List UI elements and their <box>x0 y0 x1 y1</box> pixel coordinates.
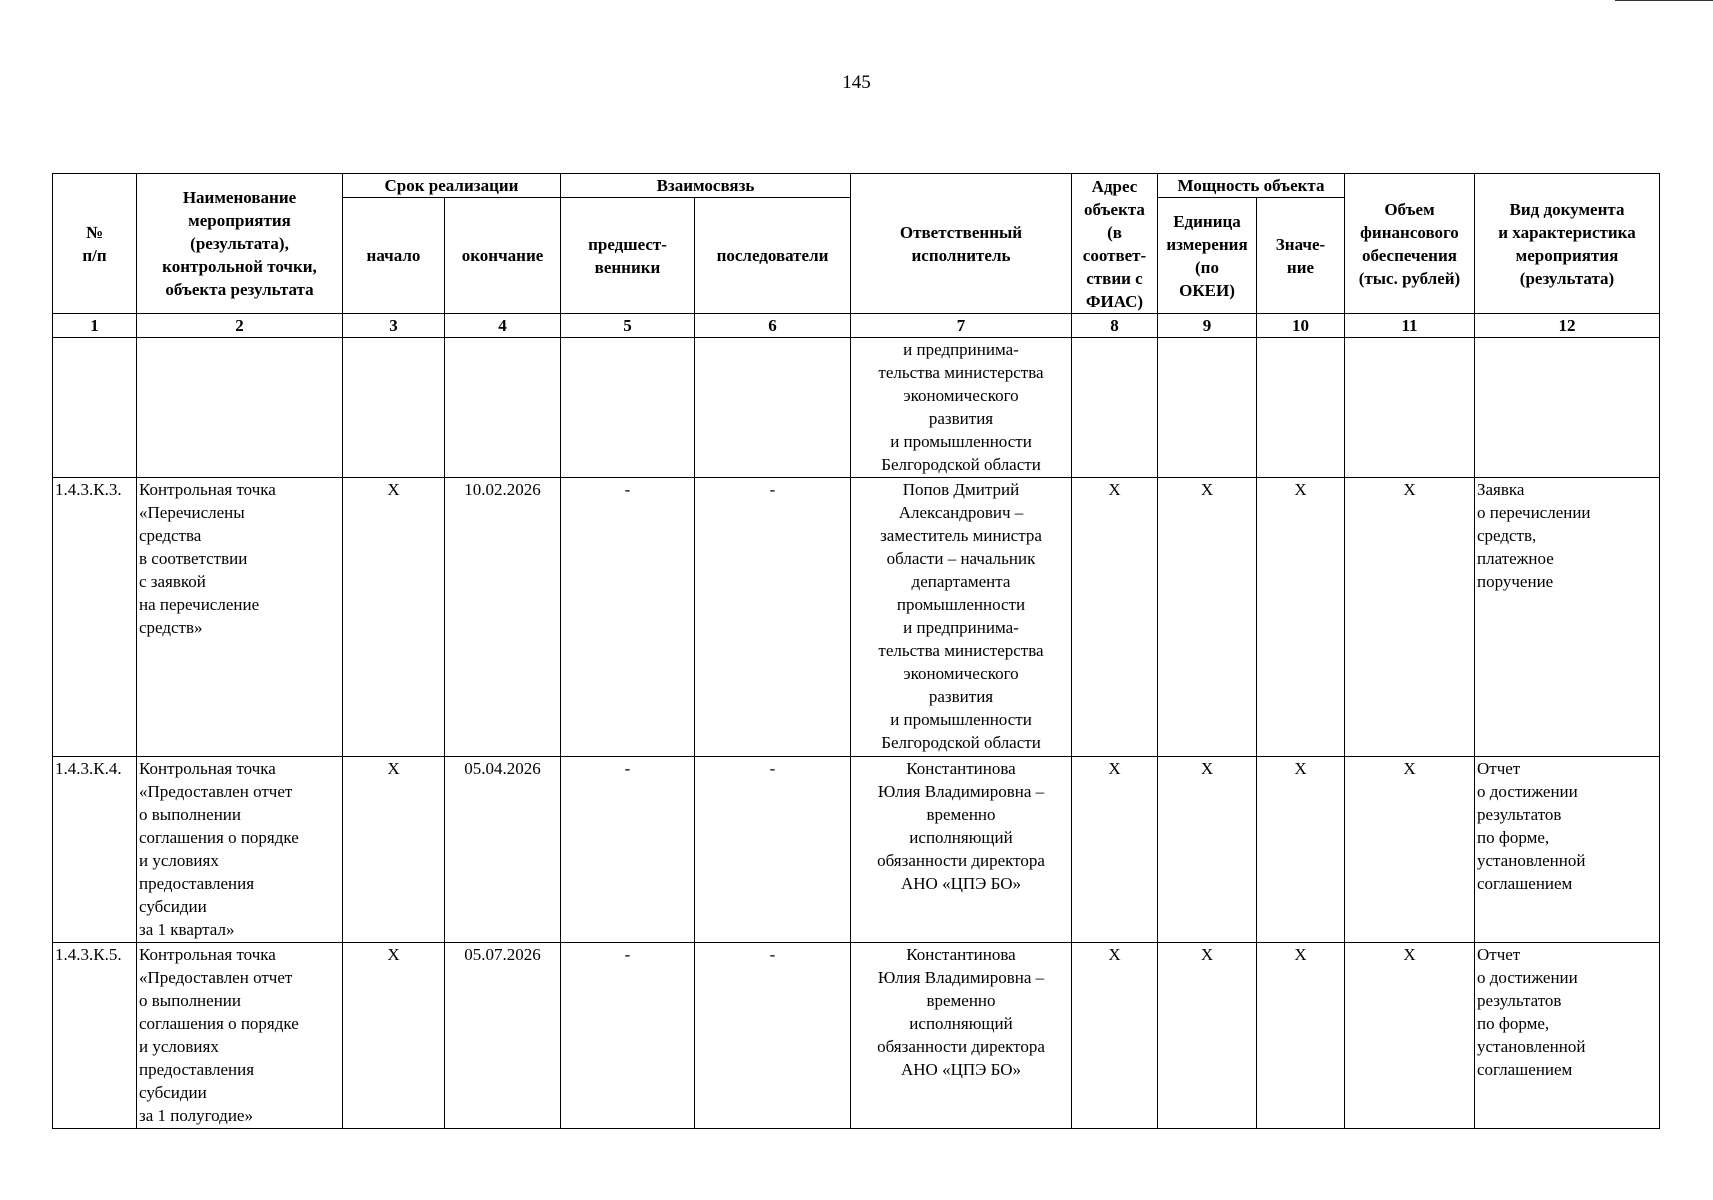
col-number: 10 <box>1257 314 1345 338</box>
cell-num: 1.4.3.К.4. <box>53 757 137 943</box>
cell-end <box>445 338 561 478</box>
table-container <box>52 173 1660 1129</box>
cell-pred: - <box>561 757 695 943</box>
cell-unit: Х <box>1158 943 1257 1129</box>
header-start: начало <box>343 198 445 314</box>
header-document: Вид документа и характеристика мероприятия (результата) <box>1475 174 1660 314</box>
header-predecessors: предшест- венники <box>561 198 695 314</box>
cell-num: 1.4.3.К.3. <box>53 478 137 757</box>
header-term-group: Срок реализации <box>343 174 561 198</box>
header-address: Адрес объекта (в соответ- ствии с ФИАС) <box>1072 174 1158 314</box>
cell-num: 1.4.3.К.5. <box>53 943 137 1129</box>
cell-finance: Х <box>1345 943 1475 1129</box>
table-row <box>53 943 1660 1129</box>
cell-succ: - <box>695 757 851 943</box>
cell-end: 05.04.2026 <box>445 757 561 943</box>
header-name: Наименование мероприятия (результата), контрольной точки, объекта результата <box>137 174 343 314</box>
header-responsible: Ответственный исполнитель <box>851 174 1072 314</box>
col-number: 12 <box>1475 314 1660 338</box>
cell-finance: Х <box>1345 478 1475 757</box>
col-number: 3 <box>343 314 445 338</box>
col-number: 2 <box>137 314 343 338</box>
header-finance: Объем финансового обеспечения (тыс. рублей) <box>1345 174 1475 314</box>
table-row <box>53 478 1660 757</box>
header-num: № п/п <box>53 174 137 314</box>
table-row <box>53 338 1660 478</box>
page-number: 145 <box>842 72 871 93</box>
col-number: 7 <box>851 314 1072 338</box>
cell-num <box>53 338 137 478</box>
cell-finance: Х <box>1345 757 1475 943</box>
cell-succ: - <box>695 478 851 757</box>
cell-start: Х <box>343 478 445 757</box>
col-number: 9 <box>1158 314 1257 338</box>
cell-value: Х <box>1257 478 1345 757</box>
cell-finance <box>1345 338 1475 478</box>
col-number: 1 <box>53 314 137 338</box>
cell-address: Х <box>1072 943 1158 1129</box>
cell-pred: - <box>561 478 695 757</box>
cell-pred <box>561 338 695 478</box>
cell-unit: Х <box>1158 478 1257 757</box>
cell-document <box>1475 338 1660 478</box>
cell-responsible: Константинова Юлия Владимировна – временно исполняющий обязанности директора АНО «ЦПЭ БО» <box>851 757 1072 943</box>
cell-address: Х <box>1072 757 1158 943</box>
cell-responsible: Попов Дмитрий Александрович – заместитель министра области – начальник департамента промышленности и предпринима- тельства министерства экономического развития и промышленности Белгородской области <box>851 478 1072 757</box>
cell-document: Отчет о достижении результатов по форме, установленной соглашением <box>1475 943 1660 1129</box>
cell-document: Заявка о перечислении средств, платежное поручение <box>1475 478 1660 757</box>
cell-address <box>1072 338 1158 478</box>
cell-end: 10.02.2026 <box>445 478 561 757</box>
table-row <box>53 757 1660 943</box>
cell-name: Контрольная точка «Предоставлен отчет о выполнении соглашения о порядке и условиях предоставления субсидии за 1 полугодие» <box>137 943 343 1129</box>
col-number: 6 <box>695 314 851 338</box>
cell-start: Х <box>343 757 445 943</box>
cell-succ <box>695 338 851 478</box>
cell-value: Х <box>1257 943 1345 1129</box>
header-successors: последователи <box>695 198 851 314</box>
cell-value: Х <box>1257 757 1345 943</box>
cell-unit: Х <box>1158 757 1257 943</box>
col-number: 4 <box>445 314 561 338</box>
cell-name: Контрольная точка «Предоставлен отчет о выполнении соглашения о порядке и условиях предоставления субсидии за 1 квартал» <box>137 757 343 943</box>
header-end: окончание <box>445 198 561 314</box>
cell-succ: - <box>695 943 851 1129</box>
plan-table <box>52 173 1660 1129</box>
col-number: 11 <box>1345 314 1475 338</box>
header-link-group: Взаимосвязь <box>561 174 851 198</box>
cell-start: Х <box>343 943 445 1129</box>
col-number: 5 <box>561 314 695 338</box>
header-unit: Единица измерения (по ОКЕИ) <box>1158 198 1257 314</box>
cell-name: Контрольная точка «Перечислены средства в соответствии с заявкой на перечисление средств» <box>137 478 343 757</box>
header-power-group: Мощность объекта <box>1158 174 1345 198</box>
column-number-row <box>53 314 1660 338</box>
cell-document: Отчет о достижении результатов по форме, установленной соглашением <box>1475 757 1660 943</box>
cell-address: Х <box>1072 478 1158 757</box>
cell-responsible: и предпринима- тельства министерства экономического развития и промышленности Белгородской области <box>851 338 1072 478</box>
cell-unit <box>1158 338 1257 478</box>
header-value: Значе- ние <box>1257 198 1345 314</box>
cell-end: 05.07.2026 <box>445 943 561 1129</box>
top-edge-line <box>1615 0 1713 1</box>
cell-name <box>137 338 343 478</box>
cell-pred: - <box>561 943 695 1129</box>
cell-start <box>343 338 445 478</box>
cell-value <box>1257 338 1345 478</box>
col-number: 8 <box>1072 314 1158 338</box>
cell-responsible: Константинова Юлия Владимировна – временно исполняющий обязанности директора АНО «ЦПЭ БО» <box>851 943 1072 1129</box>
